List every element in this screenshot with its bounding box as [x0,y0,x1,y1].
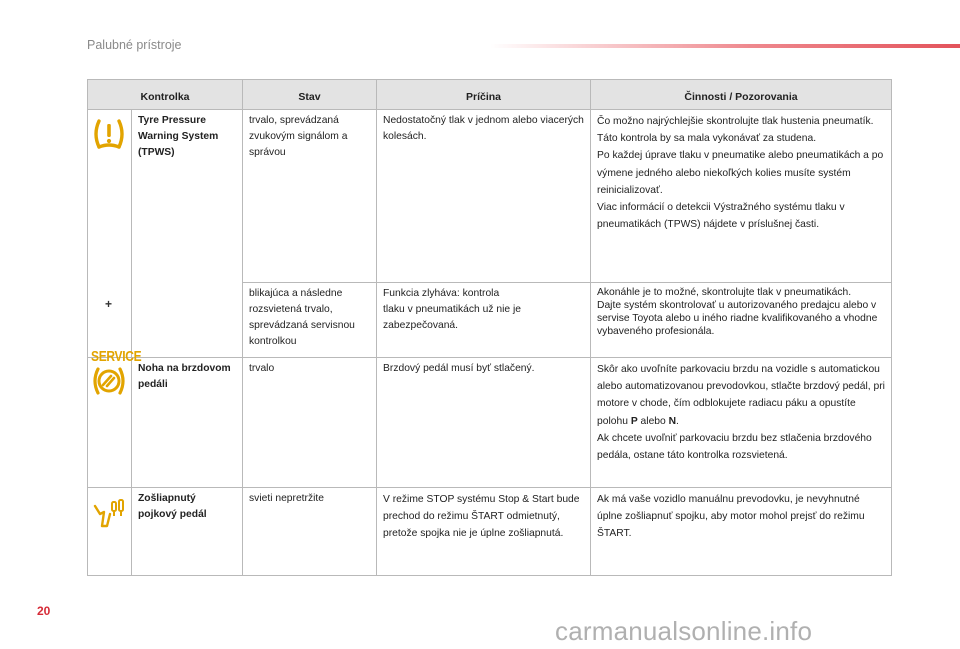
row-status: blikajúca a následne rozsvietená trvalo, sprevádzaná servisnou kontrolkou [243,283,377,358]
row-action: Ak má vaše vozidlo manuálnu prevodovku, je nevyhnutné úplne zošliapnuť spojku, aby motor mohol prejsť do režimu ŠTART. [591,488,892,576]
row-action: Čo možno najrýchlejšie skontrolujte tlak hustenia pneumatík. Táto kontrola by sa mala vykonávať za studena. Po každej úprave tlaku v pneumatike alebo pneumatikách a po výmene jedného alebo niekoľkých kolies musíte systém reinicializovať. Viac informácií o detekcii Výstražného systému tlaku v pneumatikách (TPWS) nájdete v príslušnej časti. [591,110,892,283]
header-accent-bar [490,44,960,48]
column-header-cinnosti: Činnosti / Pozorovania [591,80,892,110]
row-status: svieti nepretržite [243,488,377,576]
row-name-clutch: Zošliapnutý pojkový pedál [132,488,243,576]
action-text-part: Skôr ako uvoľníte parkovaciu brzdu na vozidle s automatickou alebo automatizovanou prevodovkou, stlačte brzdový pedál, pri motore v chode, čím odblokujete radiacu páku a opustíte polohu [597,364,885,427]
clutch-icon-cell [88,488,132,576]
header-title: Palubné prístroje [87,38,182,52]
row-action [591,358,892,488]
clutch-pedal-icon [88,496,130,538]
tire-pressure-warning-icon [88,116,130,158]
table-row [88,110,892,283]
brake-pedal-icon [88,364,130,404]
column-header-pricina: Príčina [377,80,591,110]
plus-sign: + [105,297,113,311]
row-name-brake: Noha na brzdovom pedáli [132,358,243,488]
tpws-icon-cell [88,110,142,365]
row-cause: V režime STOP systému Stop & Start bude prechod do režimu ŠTART odmietnutý, pretože spojka nie je úplne zošliapnutá. [377,488,591,576]
footer-watermark: carmanualsonline.info [555,616,813,646]
row-cause: Funkcia zlyháva: kontrola tlaku v pneumatikách už nie je zabezpečovaná. [377,283,591,358]
page-number: 20 [37,604,51,618]
column-header-kontrolka: Kontrolka [88,80,243,110]
brake-icon-cell [88,358,132,488]
row-name-tpws: Tyre Pressure Warning System (TPWS) [132,110,243,358]
gear-position-p: P [630,415,638,427]
row-status: trvalo [243,358,377,488]
column-header-stav: Stav [243,80,377,110]
row-status: trvalo, sprevádzaná zvukovým signálom a správou [243,110,377,283]
action-text-part: alebo [637,415,669,427]
service-warning-icon: SERVICE [91,347,142,365]
row-cause: Brzdový pedál musí byť stlačený. [377,358,591,488]
row-cause: Nedostatočný tlak v jednom alebo viacerých kolesách. [377,110,591,283]
action-text-part: . Ak chcete uvoľniť parkovaciu brzdu bez stlačenia brzdového pedála, ostane táto kontrolka rozsvietená. [597,415,872,462]
table-row [88,488,892,576]
warning-lights-table [87,79,892,576]
table-row [88,358,892,488]
table-header-row [88,80,892,110]
row-action: Akonáhle je to možné, skontrolujte tlak v pneumatikách. Dajte systém skontrolovať u autorizovaného predajcu alebo v servise Toyota alebo u iného riadne kvalifikovaného a vhodne vybaveného profesionála. [591,283,892,358]
gear-position-n: N [668,415,677,427]
